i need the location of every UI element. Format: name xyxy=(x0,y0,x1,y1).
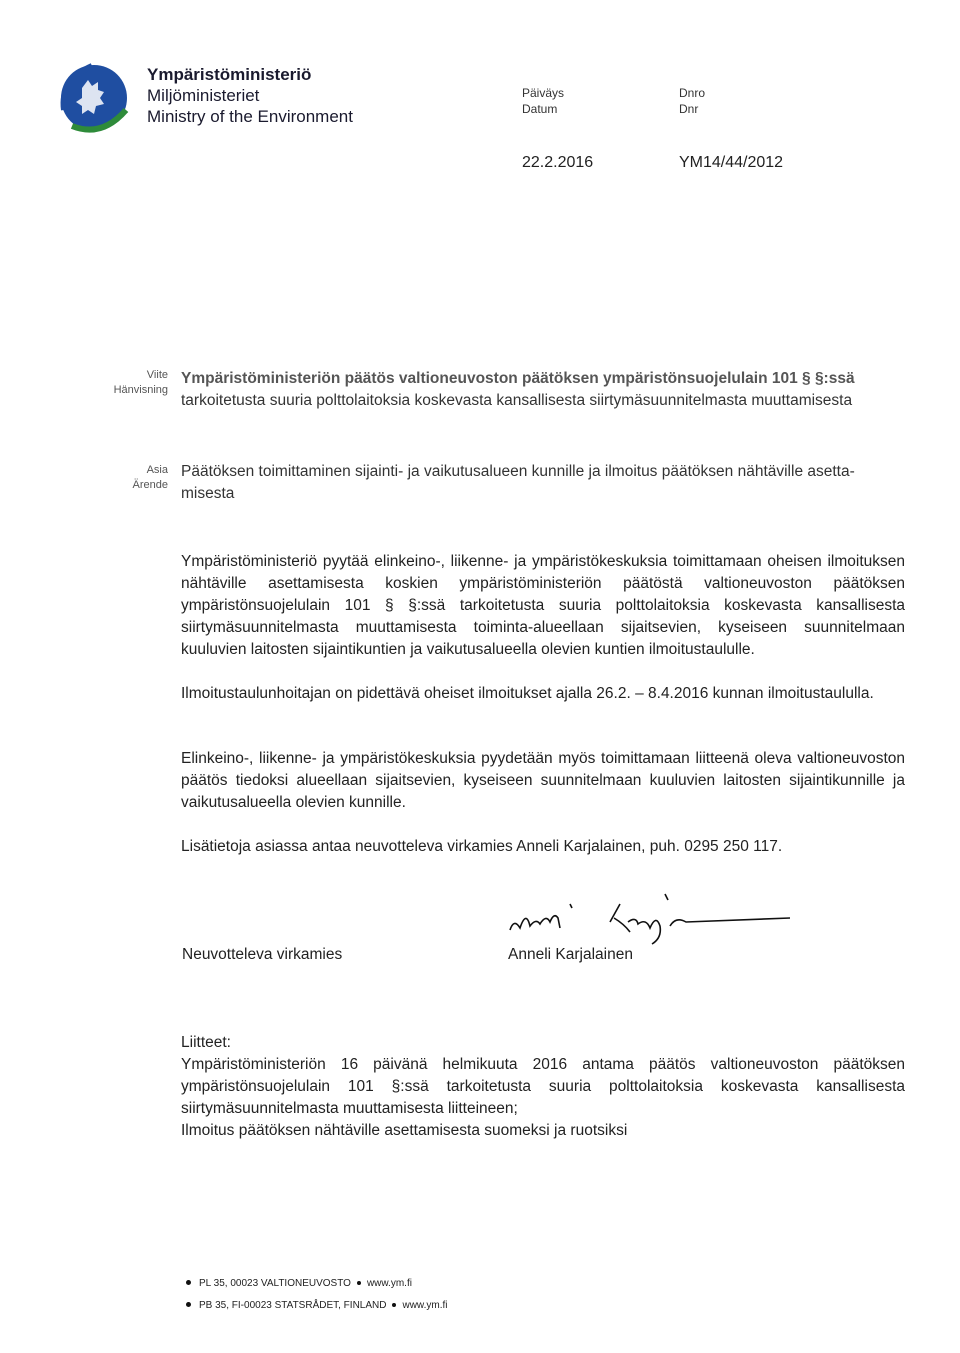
reference-label-sv: Hänvisning xyxy=(113,384,168,396)
footer-address-fi xyxy=(186,1278,412,1289)
date-label-fi: Päiväys xyxy=(522,86,565,100)
reference-line-1: Ympäristöministeriön päätös valtioneuvoston päätöksen ympäristönsuojelulain 101 § §:ssä xyxy=(181,370,855,387)
footer-web-sv[interactable]: www.ym.fi xyxy=(402,1300,448,1311)
footer-web-fi[interactable]: www.ym.fi xyxy=(366,1278,412,1289)
signer-title: Neuvotteleva virkamies xyxy=(182,946,343,963)
dnro-label-fi: Dnro xyxy=(679,86,706,100)
subject-label-fi: Asia xyxy=(146,464,168,476)
dnro-value: YM14/44/2012 xyxy=(679,154,784,171)
org-name-en: Ministry of the Environment xyxy=(147,107,353,126)
organization-names xyxy=(147,64,353,127)
subject-line-1: Päätöksen toimittaminen sijainti- ja vaikutusalueen kunnille ja ilmoitus päätöksen nähtäville asetta- xyxy=(181,463,855,480)
org-name-sv: Miljöministeriet xyxy=(147,86,260,105)
reference-label-fi: Viite xyxy=(146,369,168,381)
handwritten-signature xyxy=(500,888,800,948)
signature-scribble xyxy=(500,888,800,948)
dnro-label-sv: Dnr xyxy=(679,102,699,116)
attachment-item-1: Ympäristöministeriön 16 päivänä helmikuuta 2016 antama päätös valtioneuvoston päätöksen ympäristönsuojelulain 101 §:ssä tarkoitetusta suuria polttolaitoksia koskevasta kansallisesta siirtymäsuunnitelmasta muuttamisesta liitteineen; xyxy=(181,1056,905,1117)
date-label-sv: Datum xyxy=(522,102,558,116)
body-paragraph-3: Elinkeino-, liikenne- ja ympäristökeskuksia pyydetään myös toimittamaan liitteenä oleva valtioneuvoston päätös tiedoksi alueellaan sijaitsevien, kyseiseen suunnitelmaan kuuluvien laitosten sijaintikunnille ja vaikutusalueella olevien kunnille. xyxy=(181,750,905,811)
attachments-heading: Liitteet: xyxy=(181,1034,231,1051)
date-label xyxy=(522,85,564,117)
footer-addr-sv: PB 35, FI-00023 STATSRÅDET, FINLAND xyxy=(199,1300,387,1311)
body-paragraph-2: Ilmoitustaulunhoitajan on pidettävä oheiset ilmoitukset ajalla 26.2. – 8.4.2016 kunnan ilmoitustaululla. xyxy=(181,685,874,702)
org-name-fi: Ympäristöministeriö xyxy=(147,65,312,84)
body-paragraph-1: Ympäristöministeriö pyytää elinkeino-, liikenne- ja ympäristökeskuksia toimittamaan oheisen ilmoituksen nähtäville asettamisesta koskien ympäristöministeriön päätöstä valtioneuvoston päätöksen ympäristönsuojelulain 101 § §:ssä tarkoitetusta suuria polttolaitoksia koskevasta kansallisesta siirtymäsuunnitelmasta muuttamisesta toiminta-alueellaan sijaitsevien, kyseiseen suunnitelmaan kuuluvien laitosten sijaintikuntien ja vaikutusalueella olevien kuntien ilmoitustaululle. xyxy=(181,553,905,658)
bullet-icon xyxy=(186,1280,191,1285)
separator-dot-icon xyxy=(392,1303,396,1307)
subject-label-sv: Ärende xyxy=(132,479,168,491)
dnro-label xyxy=(679,85,705,117)
body-paragraph-4: Lisätietoja asiassa antaa neuvotteleva virkamies Anneli Karjalainen, puh. 0295 250 117. xyxy=(181,838,783,855)
reference-label xyxy=(108,368,168,398)
ministry-logo xyxy=(52,58,132,138)
footer-address-sv xyxy=(186,1300,447,1311)
finnish-lion-crest-icon xyxy=(52,58,132,138)
attachment-item-2: Ilmoitus päätöksen nähtäville asettamisesta suomeksi ja ruotsiksi xyxy=(181,1122,628,1139)
subject-label xyxy=(108,463,168,493)
signer-name: Anneli Karjalainen xyxy=(508,946,633,963)
date-value: 22.2.2016 xyxy=(522,154,594,171)
separator-dot-icon xyxy=(357,1281,361,1285)
subject-line-2: misesta xyxy=(181,485,235,502)
reference-text xyxy=(181,368,911,412)
subject-text xyxy=(181,461,911,505)
reference-line-2: tarkoitetusta suuria polttolaitoksia koskevasta kansallisesta siirtymäsuunnitelmasta muuttamisesta xyxy=(181,392,853,409)
footer-addr-fi: PL 35, 00023 VALTIONEUVOSTO xyxy=(199,1278,351,1289)
bullet-icon xyxy=(186,1302,191,1307)
